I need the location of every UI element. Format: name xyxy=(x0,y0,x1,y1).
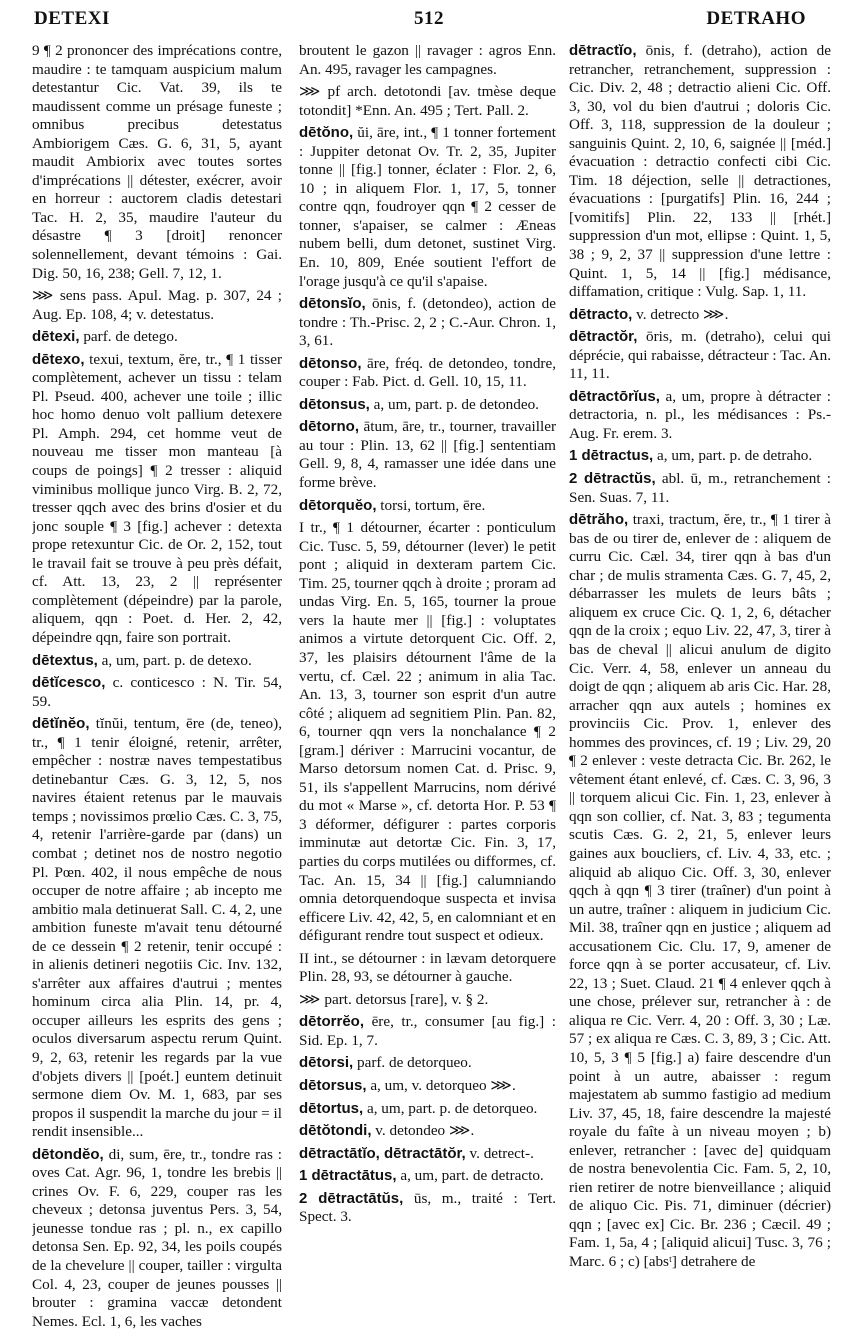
entry-definition: a, um, part. p. de detexo. xyxy=(101,651,252,669)
entry-definition: ōnis, f. (detondeo), action de tondre : Th.-Prisc. 2, 2 ; C.-Aur. Chron. 1, 3, 61. xyxy=(299,295,556,350)
entry-headword: dētexi, xyxy=(32,328,80,346)
entry-definition: v. detrect-. xyxy=(469,1144,534,1162)
entry-definition: a, um, propre à détracter : detractoria, n. pl., les médisances : Ps.-Aug. Fr. erem. 3. xyxy=(569,387,831,442)
entry-definition: I tr., ¶ 1 détourner, écarter : ponticulum Cic. Tusc. 5, 59, détourner (lever) le petit pont ; aliquid in dexteram partem Cic. Tim. 25, tourner qqch à droite ; proram ad undas Virg. En. 5, 165, tourner la proue vers la haute mer || [fig.] : voluptates animos a virtute detorquent Cic. Off. 2, 37, les plaisirs détournent l'âme de la vertu, cf. Cæl. 22 ; animum in alia Tac. An. 13, 3, tourner son esprit d'un autre côté ; aliquem ad segnitiem Plin. Pan. 82, 6, tourner qqn vers la nonchalance ¶ 2 [gram.] dériver : Marrucini vocantur, de Marso detorsum nomen Cat. d. Prisc. 9, 51, ils s'appellent Marrucins, nom dérivé du mot « Marse », cf. detorta Hor. P. 53 ¶ 3 déformer, défigurer : partes corporis imminutæ aut detortæ Cic. Fin. 3, 17, parties du corps mutilées ou difformes, cf. Tac. An. 15, 34 || [fig.] calumniando omnia detorquendoque suspecta et invisa efficere Liv. 42, 42, 5, en calomniant et en défigurant rendre tout suspect et odieux. xyxy=(299,519,556,945)
entry-headword: dētextus, xyxy=(32,651,98,669)
dictionary-entry xyxy=(569,306,831,325)
dictionary-entry xyxy=(32,715,282,1142)
entry-definition: II int., se détourner : in lævam detorquere Plin. 28, 93, se détourner à gauche. xyxy=(299,949,556,986)
entry-definition: ⋙ sens pass. Apul. Mag. p. 307, 24 ; Aug. Ep. 108, 4; v. detestatus. xyxy=(32,287,282,323)
entry-definition: v. detrecto ⋙. xyxy=(636,305,729,323)
dictionary-entry xyxy=(299,519,556,946)
entry-headword: dētĭcesco, xyxy=(32,674,106,692)
dictionary-entry xyxy=(32,287,282,324)
dictionary-entry xyxy=(299,1013,556,1050)
entry-definition: ŭi, āre, int., ¶ 1 tonner fortement : Juppiter detonat Ov. Tr. 2, 35, Jupiter tonne || [fig.] tonner, éclater : Flor. 2, 6, 10 ; in aliquem Flor. 1, 17, 5, tonner contre qqn, foudroyer qqn ¶ 2 cesser de tonner, s'apaiser, se calmer : Æneas nubem belli, dum detonet, sustinet Virg. En. 10, 809, Enée soutient l'effort de l'orage jusqu'à ce qu'il s'apaise. xyxy=(299,124,556,290)
dictionary-entry xyxy=(299,1190,556,1227)
entry-definition: parf. de detego. xyxy=(83,328,178,346)
dictionary-entry xyxy=(32,351,282,648)
entry-headword: 1 dētractātus, xyxy=(299,1167,397,1185)
entry-headword: dētorsi, xyxy=(299,1054,354,1072)
entry-headword: dētractōrĭus, xyxy=(569,387,660,405)
dictionary-entry xyxy=(299,991,556,1010)
entry-headword: dētondĕo, xyxy=(32,1145,104,1163)
entry-definition: a, um, part. p. de detraho. xyxy=(657,447,813,465)
entry-headword: dētractātĭo, dētractātŏr, xyxy=(299,1144,466,1162)
entry-definition: ūs, m., traité : Tert. Spect. 3. xyxy=(299,1189,556,1226)
dictionary-entry xyxy=(569,470,831,507)
dictionary-entry xyxy=(569,511,831,1271)
entry-definition: torsi, tortum, ēre. xyxy=(380,496,486,514)
dictionary-entry xyxy=(299,295,556,351)
dictionary-entry xyxy=(32,42,282,283)
entry-definition: a, um, part. p. de detorqueo. xyxy=(366,1099,538,1117)
dictionary-entry xyxy=(299,497,556,516)
dictionary-entry xyxy=(299,1100,556,1119)
entry-definition: ⋙ part. detorsus [rare], v. § 2. xyxy=(299,990,489,1008)
entry-definition: di, sum, ēre, tr., tondre ras : oves Cat. Agr. 96, 1, tondre les brebis || crines Ov. F. 6, 229, couper ras les cheveux ; detonsa juventus Pers. 3, 54, jeunesse tondue ras ; pl. n., ex capillo detonsa Sen. Ep. 92, 34, les poils coupés de la chevelure || couper, tailler : virgulta Col. 4, 23, couper de jeunes pousses || brouter : gramina vaccæ detondent Nemes. Ecl. 1, 6, les vaches xyxy=(32,1145,282,1330)
entry-definition: ⋙ pf arch. detotondi [av. tmèse deque totondit] *Enn. An. 495 ; Tert. Pall. 2. xyxy=(299,83,556,119)
entry-headword: dētonso, xyxy=(299,354,362,372)
entry-definition: tĭnŭi, tentum, ēre (de, teneo), tr., ¶ 1 tenir éloigné, retenir, arrêter, empêcher : nostræ naves tempestatibus detinebantur Cæs. G. 3, 12, 5, nos navires étaient retenus par le mauvais temps ; novissimos prœlio Cæs. C. 3, 75, 4, retenir l'arrière-garde par (dans) un combat ; detinet nos de nostro negotio Pl. Pœn. 402, il nous empêche de nous occuper de notre affaire ; ab incepto me ambitio mala detinuerat Sall. C. 4, 2, une ambition funeste m'avait tenu détourné de ce dessein ¶ 2 retenir, tenir occupé : in alienis detineri negotiis Cic. Inv. 132, s'arrêter aux affaires d'autrui ; mentes hominum circa alia Plin. 14, pr. 4, occuper ailleurs les esprits des gens ; oculos diversarum aspectu rerum Quint. 9, 2, 63, retenir les regards par la vue d'objets divers || [poét.] euntem detinuit sermone diem Ov. M. 1, 683, par ses propos il suspendit la marche du jour = il rendit insensible... xyxy=(32,715,282,1141)
dictionary-entry xyxy=(299,355,556,392)
entry-headword: dētonsĭo, xyxy=(299,295,366,313)
column-2 xyxy=(299,42,556,1332)
entry-headword: dētorrĕo, xyxy=(299,1013,365,1031)
entry-definition: abl. ū, m., retranchement : Sen. Suas. 7, 11. xyxy=(569,470,831,506)
entry-definition: traxi, tractum, ĕre, tr., ¶ 1 tirer à bas de ou tirer de, enlever de : aliquem de curru Cic. Cæl. 34, tirer qqn à bas d'un char ; de mulis stramenta Cæs. G. 7, 45, 2, débarrasser les mulets de leurs bâts ; aliquem ex cruce Cic. Q. 1, 2, 6, détacher qqn de la croix ; equo Liv. 22, 47, 3, tirer à bas de cheval || alicui anulum de digito Cic. Verr. 4, 58, enlever un anneau du doigt de qqn ; aliquem ab aris Cic. Har. 28, arracher qqn aux autels ; homines ex provinciis Cic. Prov. 1, enlever des hommes des provinces, cf. 19 ; Liv. 29, 20 ¶ 2 enlever : veste detracta Cic. Br. 262, le vêtement étant enlevé, cf. Cæs. C. 3, 96, 3 || torquem alicui Cic. Fin. 1, 23, enlever à qqn son collier, cf. Nat. 3, 83 ; tegumenta scutis Cæs. G. 2, 21, 5, enlever leurs gaines aux boucliers, cf. Liv. 4, 33, etc. ; aliquid ab aliquo Cic. Off. 3, 30, enlever qqch à qqn ¶ 3 tirer (traîner) d'un point à un autre, traîner : aliquem in judicium Cic. Mil. 38, traîner qqn en justice ; aliquem ad accusationem Cic. Clu. 17, 9, amener de force qqn à se porter accusateur, cf. Liv. 22, 13 ; Suet. Claud. 21 ¶ 4 enlever qqch à une chose, prélever sur, retrancher à : de aliqua re Cic. Verr. 4, 20 : Off. 3, 30 ; Læ. 57 ; ex aliqua re Cæs. C. 3, 89, 3 ; Cic. Att. 10, 5, 3 ¶ 5 [fig.] a) faire descendre d'un point à un autre, abaisser : regum majestatem ab summo fastigio ad medium Liv. 37, 45, 18, faire descendre la majesté royale du faîte à un niveau moyen ; b) enlever, retrancher : [avec de] quidquam de nostra benevolentia Cic. Fam. 5, 2, 10, rien retirer de notre bienveillance ; aliquid de aliquo Cic. Pis. 71, diminuer (décrier) qqn ; [avec ex] Cic. Br. 236 ; Cæcil. 49 ; Fam. 1, 5a, 4 ; [aliquid alicui] Tusc. 3, 76 ; Marc. 6 ; c) [absᵗ] detrahere de xyxy=(569,511,831,1270)
entry-headword: dētŏtondi, xyxy=(299,1122,372,1140)
running-header xyxy=(0,8,858,34)
dictionary-entry xyxy=(569,388,831,444)
dictionary-entry xyxy=(569,447,831,466)
dictionary-entry xyxy=(299,42,556,79)
page-number: 512 xyxy=(414,8,444,29)
header-left-word: DETEXI xyxy=(34,8,110,29)
dictionary-entry xyxy=(299,1054,556,1073)
dictionary-entry xyxy=(32,674,282,711)
entry-definition: 9 ¶ 2 prononcer des imprécations contre, maudire : te tamquam auspicium malum detestantur Cic. Vat. 39, ils te maudissent comme un présage funeste ; omnibus precibus detestatus Ambiorigem Cæs. G. 6, 31, 5, ayant maudit Ambiorix avec toutes sortes d'imprécations || détester, exécrer, avoir en horreur : auctorem cladis detestari Tac. H. 2, 35, maudire l'auteur du désastre ¶ 3 [droit] renoncer solennellement, devant témoins : Gai. Dig. 50, 16, 238; Gell. 7, 12, 1. xyxy=(32,42,282,282)
entry-definition: ātum, āre, tr., tourner, travailler au tour : Plin. 13, 62 || [fig.] sententiam Gell. 9, 8, 4, ramasser une idée dans une forme brève. xyxy=(299,418,556,492)
entry-definition: a, um, part. de detracto. xyxy=(400,1167,544,1185)
entry-headword: dētortus, xyxy=(299,1099,364,1117)
entry-definition: a, um, v. detorqueo ⋙. xyxy=(370,1076,516,1094)
entry-definition: broutent le gazon || ravager : agros Enn. An. 495, ravager les campagnes. xyxy=(299,42,556,78)
dictionary-entry xyxy=(299,124,556,291)
entry-definition: ēre, tr., consumer [au fig.] : Sid. Ep. 1, 7. xyxy=(299,1013,556,1049)
entry-headword: dētorsus, xyxy=(299,1076,367,1094)
dictionary-entry xyxy=(32,328,282,347)
dictionary-entry xyxy=(569,42,831,302)
entry-definition: āre, fréq. de detondeo, tondre, couper : Fab. Pict. d. Gell. 10, 15, 11. xyxy=(299,354,556,391)
entry-definition: v. detondeo ⋙. xyxy=(375,1122,475,1140)
dictionary-entry xyxy=(299,1167,556,1186)
dictionary-entry xyxy=(32,652,282,671)
dictionary-entry xyxy=(299,950,556,987)
entry-definition: c. conticesco : N. Tir. 54, 59. xyxy=(32,674,282,710)
entry-headword: dētracto, xyxy=(569,305,633,323)
dictionary-entry xyxy=(569,328,831,384)
column-3 xyxy=(569,42,831,1332)
header-right-word: DETRAHO xyxy=(706,8,806,29)
entry-definition: ōnis, f. (detraho), action de retrancher, retranchement, suppression : Cic. Div. 2, 48 ; detractio alieni Cic. Off. 3, 30, vol du bien d'autrui ; doloris Cic. Off. 3, 118, suppression de la douleur ; sanguinis Quint. 2, 10, 6, saignée || [méd.] évacuation : detractio confecti cibi Cic. Tim. 18 déjection, selle || detractiones, évacuations : [purgatifs] Plin. 16, 244 ; [vomitifs] Plin. 22, 133 || [rhét.] suppression d'un mot, ellipse : Quint. 1, 5, 38 ; 9, 2, 37 || suppression d'une lettre : Quint. 1, 5, 14 || [fig.] médisance, diffamation, critique : Vulg. Sap. 1, 11. xyxy=(569,42,831,301)
entry-definition: ōris, m. (detraho), celui qui déprécie, qui rabaisse, détracteur : Tac. An. 11, 11. xyxy=(569,328,831,383)
dictionary-entry xyxy=(299,1145,556,1164)
entry-headword: dētexo, xyxy=(32,350,85,368)
column-1 xyxy=(32,42,282,1332)
entry-headword: dētŏno, xyxy=(299,124,354,142)
dictionary-entry xyxy=(299,396,556,415)
entry-headword: dētractĭo, xyxy=(569,42,637,59)
entry-headword: 2 dētractŭs, xyxy=(569,470,656,488)
entry-headword: dētorquĕo, xyxy=(299,496,377,514)
entry-definition: texui, textum, ĕre, tr., ¶ 1 tisser complètement, achever un tissu : telam Pl. Pseud. 400, achever une toile ; illic hoc homo denuo volt pallium detexere Pl. Amph. 294, cet homme veut de nouveau me tisser mon manteau [à coups de poings] ¶ 2 tresser : aliquid viminibus mollique junco Virg. B. 2, 72, tresser qqch avec des brins d'osier et du jonc souple ¶ 3 [fig.] achever : detexta prope retexuntur Cic. de Or. 2, 152, tout le travail fait se trouve à peu près défait, cf. Att. 13, 23, 2 || représenter complètement (dépeindre) par la parole, aliquem, qqn : Poet. d. Her. 2, 42, dépeindre qqn, faire son portrait. xyxy=(32,350,282,646)
dictionary-entry xyxy=(32,1146,282,1331)
dictionary-entry xyxy=(299,1122,556,1141)
entry-headword: 1 dētractus, xyxy=(569,447,654,465)
entry-definition: a, um, part. p. de detondeo. xyxy=(373,395,539,413)
entry-headword: dētĭnĕo, xyxy=(32,715,90,733)
entry-headword: dētrăho, xyxy=(569,511,629,529)
entry-headword: dētonsus, xyxy=(299,395,370,413)
dictionary-entry xyxy=(299,1077,556,1096)
entry-headword: dētractŏr, xyxy=(569,328,638,346)
dictionary-entry xyxy=(299,418,556,492)
dictionary-entry xyxy=(299,83,556,120)
entry-headword: dētorno, xyxy=(299,418,359,436)
entry-headword: 2 dētractātŭs, xyxy=(299,1189,404,1207)
entry-definition: parf. de detorqueo. xyxy=(356,1054,472,1072)
